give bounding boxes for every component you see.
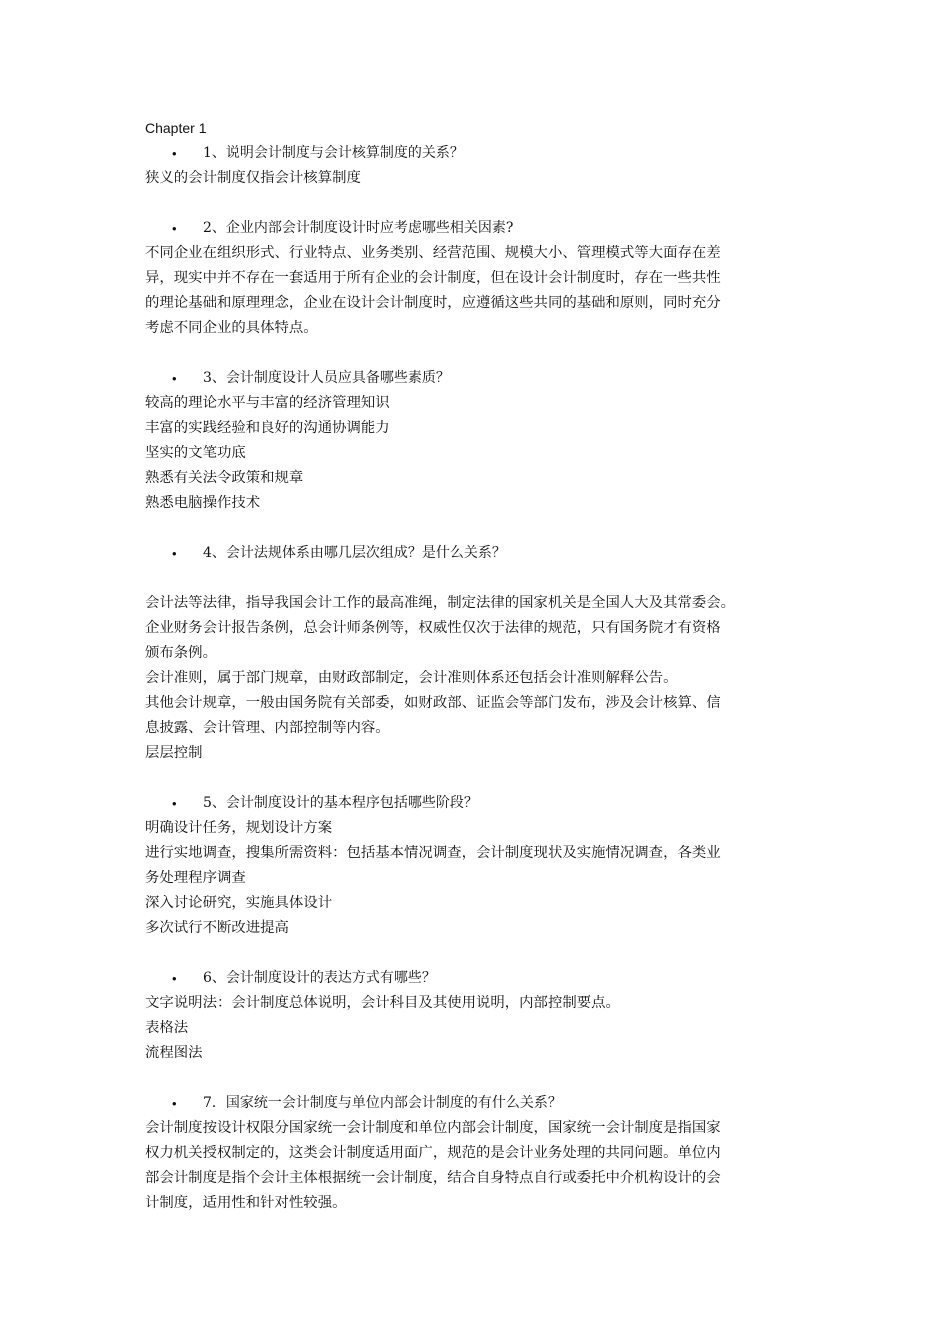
answer-line: 企业财务会计报告条例，总会计师条例等，权威性仅次于法律的规范，只有国务院才有资格 xyxy=(145,620,721,636)
answer-line: 会计准则，属于部门规章，由财政部制定，会计准则体系还包括会计准则解释公告。 xyxy=(145,670,678,686)
answer-line: 文字说明法：会计制度总体说明，会计科目及其使用说明，内部控制要点。 xyxy=(145,995,620,1011)
answer-line: 其他会计规章，一般由国务院有关部委，如财政部、证监会等部门发布，涉及会计核算、信 xyxy=(145,695,721,711)
answer-line: 不同企业在组织形式、行业特点、业务类别、经营范围、规模大小、管理模式等大面存在差 xyxy=(145,245,721,261)
answer-line: 熟悉有关法令政策和规章 xyxy=(145,470,304,486)
question-text: 3、会计制度设计人员应具备哪些素质？ xyxy=(203,370,450,386)
answer-line: 多次试行不断改进提高 xyxy=(145,920,289,936)
question-text: 6、会计制度设计的表达方式有哪些？ xyxy=(203,970,436,986)
bullet-icon: • xyxy=(172,146,177,161)
answer-line: 表格法 xyxy=(145,1020,189,1036)
question-2 xyxy=(145,216,815,241)
question-text: 2、企业内部会计制度设计时应考虑哪些相关因素? xyxy=(203,220,514,236)
answer-line: 异，现实中并不存在一套适用于所有企业的会计制度，但在设计会计制度时，存在一些共性 xyxy=(145,270,721,286)
answer-line: 计制度，适用性和针对性较强。 xyxy=(145,1195,347,1211)
answer-line: 息披露、会计管理、内部控制等内容。 xyxy=(145,720,390,736)
answer-line: 狭义的会计制度仅指会计核算制度 xyxy=(145,170,361,186)
document-page xyxy=(145,116,815,1216)
answer-line: 务处理程序调查 xyxy=(145,870,246,886)
question-7 xyxy=(145,1091,815,1116)
question-text: 1、说明会计制度与会计核算制度的关系？ xyxy=(203,145,464,161)
question-text: 7．国家统一会计制度与单位内部会计制度的有什么关系？ xyxy=(203,1095,562,1111)
answer-line: 的理论基础和原理理念，企业在设计会计制度时，应遵循这些共同的基础和原则，同时充分 xyxy=(145,295,721,311)
answer-line: 熟悉电脑操作技术 xyxy=(145,495,261,511)
answer-line: 层层控制 xyxy=(145,745,203,761)
bullet-icon: • xyxy=(172,546,177,561)
answer-line: 明确设计任务，规划设计方案 xyxy=(145,820,333,836)
bullet-icon: • xyxy=(172,796,177,811)
answer-line: 权力机关授权制定的，这类会计制度适用面广，规范的是会计业务处理的共同问题。单位内 xyxy=(145,1145,721,1161)
question-1 xyxy=(145,141,815,166)
bullet-icon: • xyxy=(172,1096,177,1111)
question-text: 5、会计制度设计的基本程序包括哪些阶段？ xyxy=(203,795,478,811)
answer-line: 较高的理论水平与丰富的经济管理知识 xyxy=(145,395,390,411)
answer-line: 流程图法 xyxy=(145,1045,203,1061)
answer-line: 会计法等法律，指导我国会计工作的最高准绳，制定法律的国家机关是全国人大及其常委会。 xyxy=(145,595,736,611)
bullet-icon: • xyxy=(172,221,177,236)
question-3 xyxy=(145,366,815,391)
answer-line: 会计制度按设计权限分国家统一会计制度和单位内部会计制度，国家统一会计制度是指国家 xyxy=(145,1120,721,1136)
answer-line: 丰富的实践经验和良好的沟通协调能力 xyxy=(145,420,390,436)
answer-line: 颁布条例。 xyxy=(145,645,217,661)
answer-line: 进行实地调查，搜集所需资料：包括基本情况调查，会计制度现状及实施情况调查，各类业 xyxy=(145,845,721,861)
answer-line: 坚实的文笔功底 xyxy=(145,445,246,461)
answer-line: 考虑不同企业的具体特点。 xyxy=(145,320,318,336)
answer-line: 深入讨论研究，实施具体设计 xyxy=(145,895,333,911)
question-text: 4、会计法规体系由哪几层次组成？是什么关系？ xyxy=(203,545,506,561)
question-6 xyxy=(145,966,815,991)
question-5 xyxy=(145,791,815,816)
bullet-icon: • xyxy=(172,971,177,986)
bullet-icon: • xyxy=(172,371,177,386)
answer-line: 部会计制度是指个会计主体根据统一会计制度，结合自身特点自行或委托中介机构设计的会 xyxy=(145,1170,721,1186)
chapter-heading: Chapter 1 xyxy=(145,120,207,136)
question-4 xyxy=(145,541,815,566)
